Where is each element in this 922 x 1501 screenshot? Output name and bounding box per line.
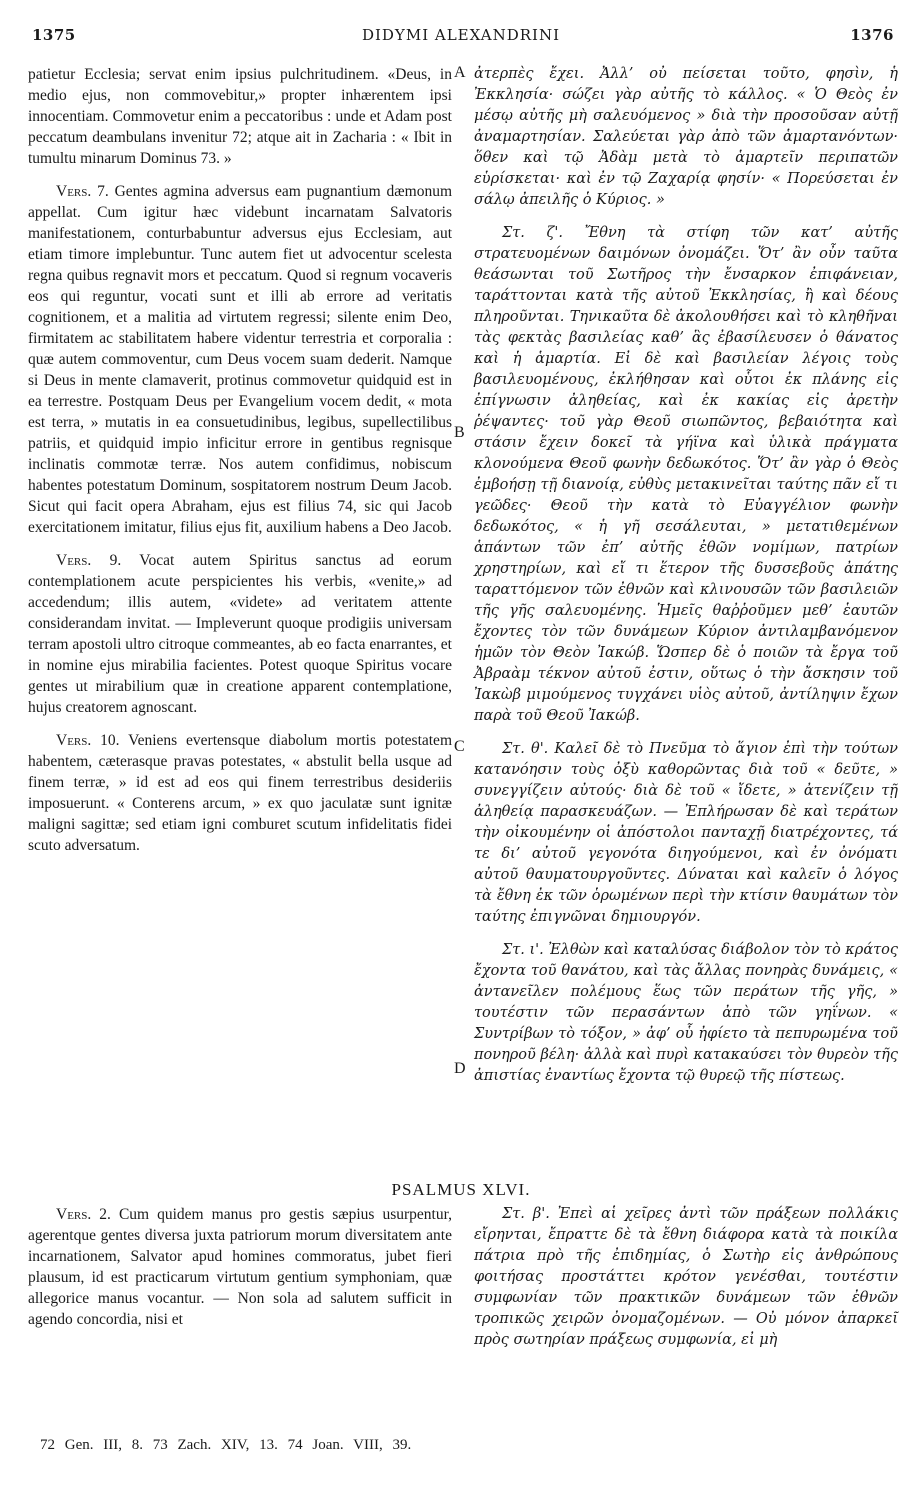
verse-text: Ἔθνη τὰ στίφη τῶν κατ’ αὐτῆς στρατευομένων δαιμόνων ὀνομάζει. Ὅτ’ ἂν οὖν ταῦτα θεάσωνται τοῦ Σωτῆρος τὴν ἔνσαρκον ἐπιφάνειαν, ταράττονται κατὰ τῆς αὐτοῦ Ἐκκλησίας, ἢ καὶ δέους πληροῦνται. Τηνικαῦτα δὲ ἀκολουθήσει καὶ τὸ κληθῆναι τὰς φεκτὰς βασιλείας καθ’ ἃς ἐβασίλευσεν ὁ θάνατος καὶ ἡ ἁμαρτία. Εἰ δὲ καὶ βασιλείαν λέγοις τοὺς βασιλευομένους, ἐκλήθησαν καὶ οὗτοι ἐκ πλάνης εἰς ἐπίγνωσιν ἀληθείας, καὶ ἐκ κακίας εἰς ἀρετὴν ῥέψαντες· τοῦ γὰρ Θεοῦ σιωπῶντος, βεβαιότητα καὶ στάσιν ἔχειν δοκεῖ τὰ γήϊνα καὶ ὑλικὰ πράγματα κλονούμενα Θεοῦ φωνὴν δεδωκότος. Ὅτ’ ἂν γὰρ ὁ Θεὸς ἐμβοήσῃ τῇ διανοίᾳ, εὐθὺς μετακινεῖται ταύτης πᾶν εἴ τι γεῶδες· Θεοῦ τὴν κατὰ τὸ Εὐαγγέλιον φωνὴν δεδωκότος, « ἡ γῆ σεσάλευται, » μετατιθεμένων ἁπάντων τῶν ἐπ’ αὐτῆς ἐθῶν νομίμων, πατρίων χρηστηρίων, καὶ εἴ τι ἕτερον τῆς δυσσεβοῦς ἀπάτης ταραττόμενον τῶν ἐθνῶν καὶ κλινουσῶν τῶν βασιλειῶν τῆς γῆς σαλευομένης. Ἡμεῖς θαῤῥοῦμεν μεθ’ ἑαυτῶν ἔχοντες τὸν τῶν δυνάμεων Κύριον ἀντιλαμβανόμενον ἡμῶν τὸν Θεὸν Ἰακώβ. Ὥσπερ δὲ ὁ ποιῶν τὰ ἔργα τοῦ Ἀβραὰμ τέκνον αὐτοῦ ἐστιν, οὕτως ὁ τὴν ἄσκησιν τοῦ Ἰακὼβ μιμούμενος τυγχάνει υἱὸς αὐτοῦ, ἀντίληψιν ἔχων παρὰ τοῦ Θεοῦ Ἰακώβ.	[474, 225, 898, 724]
verse-label: Vers. 10.	[56, 732, 120, 749]
greek-column	[474, 64, 898, 1099]
margin-marker-d: D	[454, 1060, 466, 1077]
latin-verse-10	[28, 730, 452, 856]
verse-text: Ἐλθὼν καὶ καταλύσας διάβολον τὸν τὸ κράτος ἔχοντα τοῦ θανάτου, καὶ τὰς ἄλλας πονηρὰς δυνάμεις, « ἀντανεῖλεν πολέμους ἕως τῶν περάτων τῆς γῆς, » τουτέστιν τῶν περασάντων ἀπὸ τῶν γηΐνων. « Συντρίβων τὸ τόξον, » ἀφ’ οὗ ἠφίετο τὰ πεπυρωμένα τοῦ πονηροῦ βέλη· ἀλλὰ καὶ πυρὶ κατακαύσει τὸν θυρεὸν τῆς ἀπιστίας ἐναντίως ἔχοντα τῷ θυρεῷ τῆς πίστεως.	[474, 942, 898, 1084]
verse-label: Vers. 2.	[56, 1206, 111, 1223]
verse-text: Cum quidem manus pro gestis sæpius usurpentur, agerentque gentes diversa juxta patriorum morum diversitatem ante incarnationem, Salvator apud homines commoratus, jubet fieri plausum, id est practicarum virtutum gentium symphoniam, quæ allegorice manus vocantur. — Non sola ad salutem sufficit in agendo concordia, nisi et	[28, 1206, 452, 1328]
psalm-heading: PSALMUS XLVI.	[391, 1180, 531, 1199]
margin-marker-c: C	[454, 738, 465, 755]
greek-verse-2	[474, 1204, 898, 1351]
greek-verse-9	[474, 739, 898, 928]
latin-verse-7	[28, 181, 452, 538]
verse-label: Στ. θ'.	[502, 741, 549, 757]
verse-label: Vers. 9.	[56, 552, 122, 569]
verse-text: Vocat autem Spiritus sanctus ad eorum contemplationem acute perspicientes his verbis, «venite,» ad accedendum; illis autem, «videte» ad veritatem attente considerandam invitat. — Impleverunt quoque prodigiis universam terram apostoli ultro citroque commeantes, ab eo facta enarrantes, et in nomine ejus mirabilia facientes. Potest quoque Spiritus vocare gentes ut mirabilium quæ in creatione apparent contemplatione, hujus creatorem agnoscant.	[28, 552, 452, 716]
greek-verse-10	[474, 940, 898, 1087]
latin-paragraph-intro: patietur Ecclesia; servat enim ipsius pulchritudinem. «Deus, in medio ejus, non commovebitur,» propter inhærentem ipsi innocentiam. Commovetur enim a peccatoribus : unde et Adam post peccatum deambulans invenitur 72; atque ait in Zacharia : « Ibit in tumultu minarum Dominus 73. »	[28, 66, 452, 167]
latin-column	[28, 64, 452, 868]
verse-label: Στ. β'.	[502, 1206, 550, 1222]
verse-text: Καλεῖ δὲ τὸ Πνεῦμα τὸ ἅγιον ἐπὶ τὴν τούτων κατανόησιν τοὺς ὀξὺ καθορῶντας διὰ τοῦ « δεῦτε, » συνεγγίζειν αὐτούς· διὰ δὲ τοῦ « ἴδετε, » ἀτενίζειν τῇ ἀληθείᾳ παρασκευάζων. — Ἐπλήρωσαν δὲ καὶ τεράτων τὴν οἰκουμένην οἱ ἀπόστολοι πανταχῇ διατρέχοντες, τά τε δι’ αὐτοῦ γεγονότα διηγούμενοι, καὶ ἐν ὀνόματι αὐτοῦ θαυματουργοῦντες. Δύναται καὶ καλεῖν ὁ λόγος τὰ ἔθνη ἐκ τῶν ὁρωμένων περὶ τὴν κτίσιν θαυμάτων τὸν ταύτης ἐπιγνῶναι δημιουργόν.	[474, 741, 898, 925]
verse-label: Στ. ι'.	[502, 942, 544, 958]
verse-text: Gentes agmina adversus eam pugnantium dæmonum appellat. Cum igitur hæc videbunt incarnatam Salvatoris manifestationem, conturbabuntur adversus ejus Ecclesiam, aut etiam timore implebuntur. Tunc autem fiet ut advocentur scelesta regna quibus regnavit mors et peccatum. Quod si regnum vocaveris eos qui reguntur, vocati sunt et illi ab errore ad veritatis cognitionem, et a malitia ad virtutem regressi; silente enim Deo, firmitatem ac stabilitatem habere videntur terrestria et corporalia : quæ autem commoventur, cum Deus vocem suam dederit. Namque si Deus in mente clamaverit, protinus commovetur quidquid est in ea terrestre. Postquam Deus per Evangelium vocem dedit, « mota est terra, » mutatis in ea consuetudinibus, legibus, supellectilibus patriis, et quidquid impio inficitur errore in gentibus regnisque inclinatis commotæ terræ. Nos autem confidimus, nobiscum habentes potestatum Dominum, sospitatorem nostrum Deum Jacob. Sicut qui facit opera Abraham, ejus est filius 74, sic qui Jacob exercitationem imitatur, filius ejus fit, auxilium habens a Deo Jacob.	[28, 183, 452, 536]
margin-marker-a: A	[454, 64, 466, 81]
page-number-left: 1375	[32, 26, 76, 44]
running-title: DIDYMI ALEXANDRINI	[361, 26, 561, 44]
latin-column-psalm	[28, 1204, 452, 1342]
footnotes: 72 Gen. III, 8. 73 Zach. XIV, 13. 74 Joan. VIII, 39.	[40, 1437, 412, 1453]
greek-verse-7	[474, 223, 898, 727]
latin-verse-2	[28, 1204, 452, 1330]
verse-text: Ἐπεὶ αἱ χεῖρες ἀντὶ τῶν πράξεων πολλάκις εἴρηνται, ἔπραττε δὲ τὰ ἔθνη διάφορα κατὰ τὰ ποικίλα πάτρια πρὸ τῆς ἐπιδημίας, ὁ Σωτὴρ εἰς ἀνθρώπους φοιτήσας προστάττει κρότον γενέσθαι, τουτέστιν συμφωνίαν τῶν πρακτικῶν δυνάμεων τῶν ἐθνῶν τροπικῶς χειρῶν ὀνομαζομένων. — Οὐ μόνον ἀπαρκεῖ πρὸς σωτηρίαν πράξεως συμφωνία, εἰ μὴ	[474, 1206, 898, 1348]
margin-marker-b: B	[454, 424, 465, 441]
page-number-right: 1376	[850, 26, 894, 44]
page-header	[22, 22, 900, 48]
verse-label: Vers. 7.	[56, 183, 109, 200]
verse-text: Veniens evertensque diabolum mortis potestatem habentem, cæterasque pravas potestates, « abstulit bella usque ad finem terræ, » id est ad eos qui finem terrestribus desideriis imposuerunt. « Conterens arcum, » ex quo jaculatæ sunt ignitæ maligni sagittæ; sed etiam igni comburet scutum infidelitatis fidei scuto adversatum.	[28, 732, 452, 854]
greek-paragraph-intro: ἀτερπὲς ἔχει. Ἀλλ’ οὐ πείσεται τοῦτο, φησὶν, ἡ Ἐκκλησία· σώζει γὰρ αὐτῆς τὸ κάλλος. « Ὁ Θεὸς ἐν μέσῳ αὐτῆς μὴ σαλευόμενος » διὰ τὴν προσοῦσαν αὐτῇ ἀναμαρτησίαν. Σαλεύεται γὰρ ἀπὸ τῶν ἁμαρτανόντων· ὅθεν καὶ τῷ Ἀδὰμ μετὰ τὸ ἁμαρτεῖν περιπατῶν εὑρίσκεται· καὶ ἐν τῷ Ζαχαρίᾳ φησίν· « Πορεύσεται ἐν σάλῳ ἀπειλῆς ὁ Κύριος. »	[474, 66, 898, 208]
greek-column-psalm	[474, 1204, 898, 1363]
latin-verse-9	[28, 550, 452, 718]
verse-label: Στ. ζ'.	[502, 225, 563, 241]
